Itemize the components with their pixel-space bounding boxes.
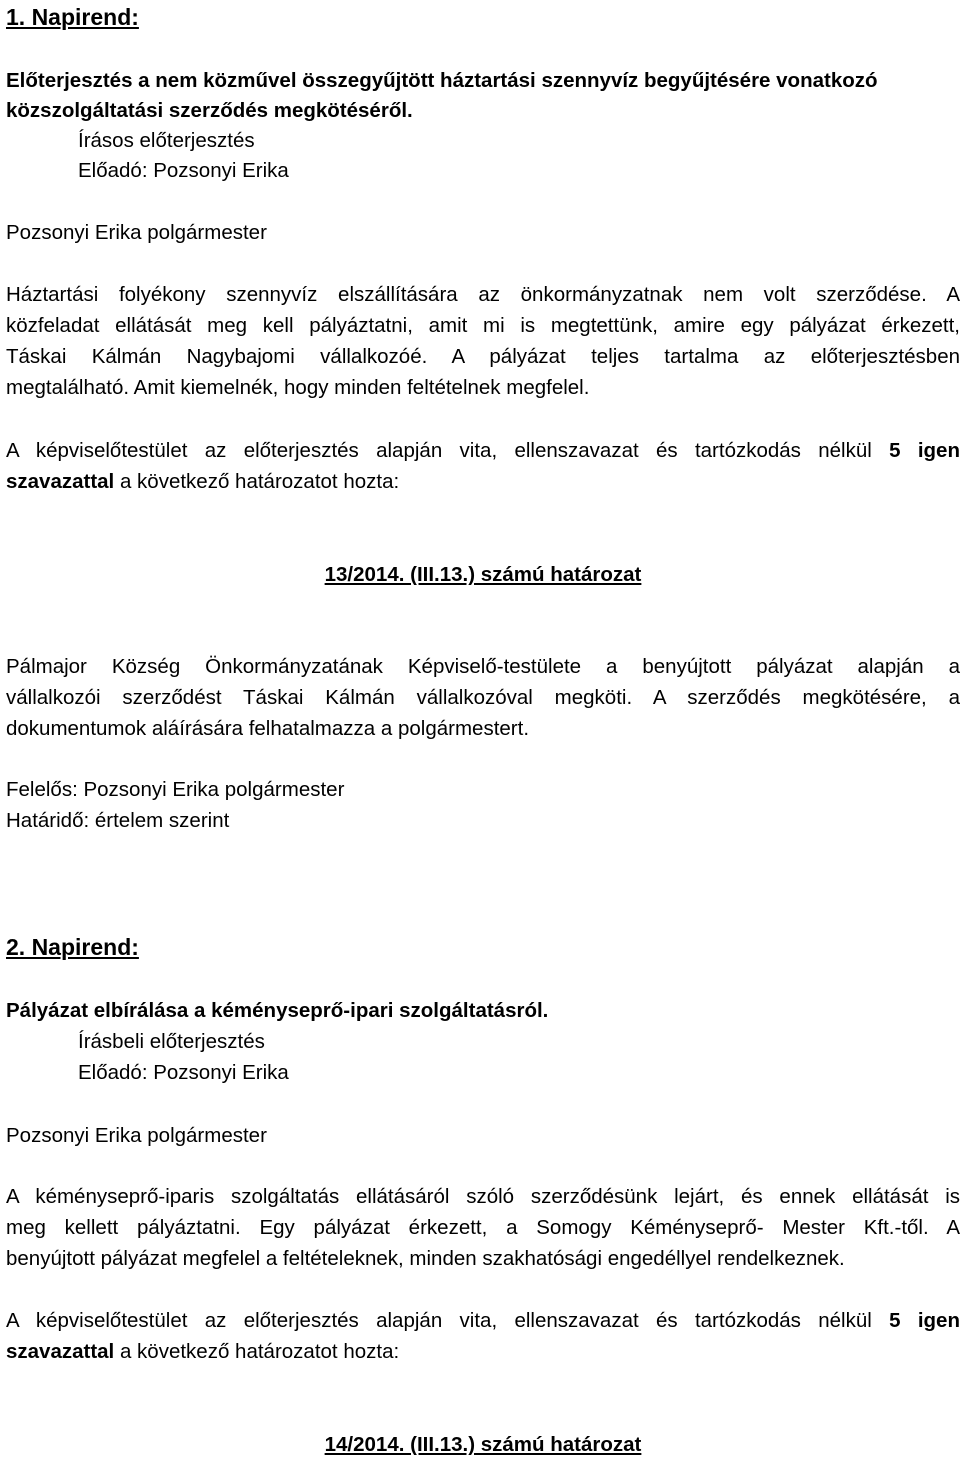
vote-2-line-1 [6, 1306, 960, 1336]
resolution-title-2: 14/2014. (III.13.) számú határozat [324, 1433, 642, 1456]
speech-1-line-2: közfeladat ellátását meg kell pályáztatni, amit mi is megtettünk, amire egy pályázat érkezett, [6, 314, 960, 337]
submission-type-1: Írásos előterjesztés [78, 129, 255, 152]
speech-1-line-4: megtalálható. Amit kiemelnék, hogy minden feltételnek megfelel. [6, 376, 590, 399]
vote-1-line-2 [6, 467, 399, 497]
resolution-title-1: 13/2014. (III.13.) számú határozat [324, 563, 642, 586]
speech-1-line-1: Háztartási folyékony szennyvíz elszállítására az önkormányzatnak nem volt szerződése. A [6, 283, 960, 306]
vote-1-bold: szavazattal [6, 470, 115, 493]
deadline-1: Határidő: értelem szerint [6, 809, 230, 832]
speaker-2: Pozsonyi Erika polgármester [6, 1124, 267, 1147]
agenda-heading-1: 1. Napirend: [6, 4, 139, 30]
presenter-1: Előadó: Pozsonyi Erika [78, 159, 289, 182]
vote-1-tail: a következő határozatot hozta: [114, 470, 400, 493]
responsible-1: Felelős: Pozsonyi Erika polgármester [6, 778, 345, 801]
agenda-title-1-line-1: Előterjesztés a nem közművel összegyűjtött háztartási szennyvíz begyűjtésére vonatkozó [6, 69, 878, 92]
agenda-title-2-line-1: Pályázat elbírálása a kéményseprő-ipari szolgáltatásról. [6, 999, 549, 1022]
speech-2-line-2: meg kellett pályáztatni. Egy pályázat érkezett, a Somogy Kéményseprő- Mester Kft.-től. A [6, 1216, 960, 1239]
presenter-2: Előadó: Pozsonyi Erika [78, 1061, 289, 1084]
speech-2-line-3: benyújtott pályázat megfelel a feltételeknek, minden szakhatósági engedéllyel rendelkeznek. [6, 1247, 845, 1270]
speech-1-line-3: Táskai Kálmán Nagybajomi vállalkozóé. A pályázat teljes tartalma az előterjesztésben [6, 345, 960, 368]
vote-2-bold: szavazattal [6, 1340, 115, 1363]
resolution-1-line-3: dokumentumok aláírására felhatalmazza a polgármestert. [6, 717, 530, 740]
vote-2-text: A képviselőtestület az előterjesztés alapján vita, ellenszavazat és tartózkodás nélkül [6, 1309, 890, 1332]
submission-type-2: Írásbeli előterjesztés [78, 1030, 265, 1053]
vote-2-tail: a következő határozatot hozta: [114, 1340, 400, 1363]
vote-1-line-1 [6, 436, 960, 466]
speaker-1: Pozsonyi Erika polgármester [6, 221, 267, 244]
vote-2-line-2 [6, 1337, 399, 1367]
vote-1-count: 5 igen [889, 439, 960, 462]
agenda-heading-2: 2. Napirend: [6, 934, 139, 960]
vote-2-count: 5 igen [889, 1309, 960, 1332]
vote-1-text: A képviselőtestület az előterjesztés alapján vita, ellenszavazat és tartózkodás nélkül [6, 439, 890, 462]
agenda-title-1-line-2: közszolgáltatási szerződés megkötéséről. [6, 99, 413, 122]
speech-2-line-1: A kéményseprő-iparis szolgáltatás ellátásáról szóló szerződésünk lejárt, és ennek ellátását is [6, 1185, 960, 1208]
resolution-1-line-1: Pálmajor Község Önkormányzatának Képviselő-testülete a benyújtott pályázat alapján a [6, 655, 960, 678]
resolution-1-line-2: vállalkozói szerződést Táskai Kálmán vállalkozóval megköti. A szerződés megkötésére, a [6, 686, 960, 709]
